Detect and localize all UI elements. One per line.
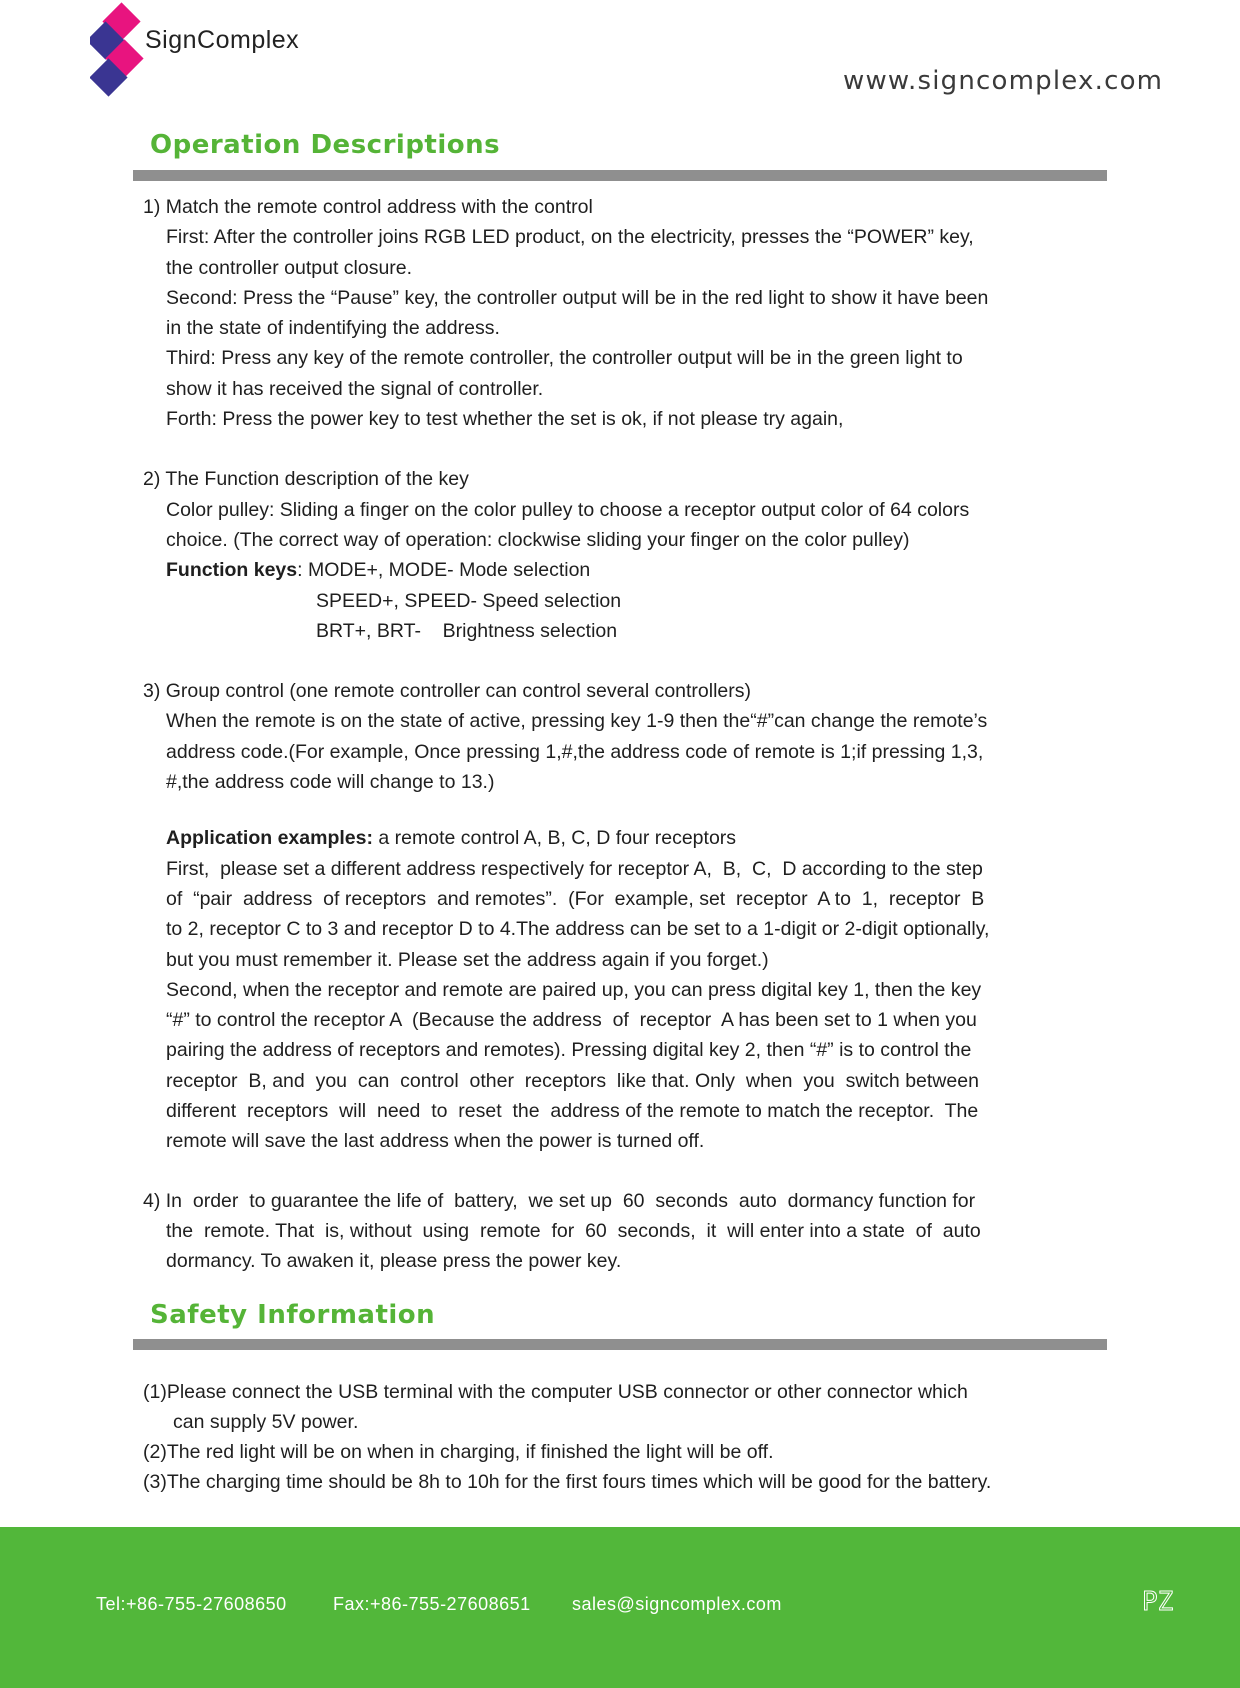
footer-fax: Fax:+86-755-27608651: [333, 1594, 531, 1614]
section-1-heading: 1) Match the remote control address with the control: [143, 196, 593, 218]
paragraph-line: but you must remember it. Please set the address again if you forget.): [166, 948, 769, 971]
website-link[interactable]: www.signcomplex.com: [843, 66, 1164, 96]
function-keys-speed: SPEED+, SPEED- Speed selection: [316, 589, 622, 612]
paragraph-line: pairing the address of receptors and remotes). Pressing digital key 2, then “#” is to control the: [166, 1039, 972, 1062]
function-keys-line: [143, 555, 1133, 585]
footer-tel: Tel:+86-755-27608650: [96, 1594, 287, 1614]
paragraph-line: receptor B, and you can control other receptors like that. Only when you switch between: [166, 1069, 979, 1092]
paragraph-line: First, please set a different address respectively for receptor A, B, C, D according to the step: [166, 857, 983, 880]
page-number: PZ: [1142, 1587, 1174, 1617]
paragraph-line: choice. (The correct way of operation: clockwise sliding your finger on the color pulley): [166, 528, 910, 551]
safety-item: (1)Please connect the USB terminal with the computer USB connector or other connector which: [143, 1381, 968, 1403]
paragraph-line: Forth: Press the power key to test whether the set is ok, if not please try again,: [166, 408, 844, 431]
paragraph-line: remote will save the last address when the power is turned off.: [166, 1130, 705, 1153]
section-4-heading: 4) In order to guarantee the life of battery, we set up 60 seconds auto dormancy function for: [143, 1189, 976, 1212]
footer-bar: [0, 1527, 1240, 1688]
operation-content: [143, 192, 1133, 1277]
function-keys-mode: : MODE+, MODE- Mode selection: [297, 559, 591, 582]
operation-title: Operation Descriptions: [150, 130, 501, 160]
application-examples-label: Application examples:: [166, 827, 373, 850]
paragraph-line: address code.(For example, Once pressing 1,#,the address code of remote is 1;if pressing 1,3,: [166, 740, 984, 763]
paragraph-line: show it has received the signal of controller.: [166, 377, 544, 400]
paragraph-line: Third: Press any key of the remote controller, the controller output will be in the green light to: [166, 347, 963, 370]
brand-name: SignComplex: [145, 26, 300, 54]
safety-content: [143, 1377, 1133, 1497]
paragraph-line: #,the address code will change to 13.): [166, 771, 495, 794]
paragraph-line: Color pulley: Sliding a finger on the color pulley to choose a receptor output color of 64 colors: [166, 498, 970, 521]
section-divider: [133, 170, 1107, 181]
paragraph-line: the controller output closure.: [166, 256, 413, 279]
function-keys-brightness: BRT+, BRT- Brightness selection: [316, 619, 618, 642]
application-examples-text: a remote control A, B, C, D four receptors: [372, 827, 737, 850]
paragraph-line: “#” to control the receptor A (Because the address of receptor A has been set to 1 when you: [166, 1009, 977, 1032]
paragraph-line: the remote. That is, without using remote for 60 seconds, it will enter into a state of auto: [166, 1219, 981, 1242]
paragraph-line: to 2, receptor C to 3 and receptor D to 4.The address can be set to a 1-digit or 2-digit optionally,: [166, 918, 990, 941]
paragraph-line: First: After the controller joins RGB LED product, on the electricity, presses the “POWER” key,: [166, 226, 974, 249]
paragraph-line: When the remote is on the state of active, pressing key 1-9 then the“#”can change the remote’s: [166, 710, 988, 733]
paragraph-line: different receptors will need to reset the address of the remote to match the receptor. The: [166, 1100, 979, 1123]
paragraph-line: Second: Press the “Pause” key, the controller output will be in the red light to show it have been: [166, 286, 989, 309]
safety-item: (3)The charging time should be 8h to 10h for the first fours times which will be good for the battery.: [143, 1471, 992, 1493]
section-3-heading: 3) Group control (one remote controller can control several controllers): [143, 680, 752, 703]
paragraph-line: in the state of indentifying the address.: [166, 317, 500, 340]
section-2-heading: 2) The Function description of the key: [143, 468, 469, 491]
paragraph-line: dormancy. To awaken it, please press the power key.: [166, 1250, 622, 1273]
safety-item: (2)The red light will be on when in charging, if finished the light will be off.: [143, 1441, 774, 1463]
paragraph-line: Second, when the receptor and remote are paired up, you can press digital key 1, then the key: [166, 978, 982, 1001]
footer-email[interactable]: sales@signcomplex.com: [572, 1594, 782, 1614]
section-divider: [133, 1339, 1107, 1350]
safety-item-continued: can supply 5V power.: [173, 1411, 359, 1433]
application-examples-line: [143, 823, 1133, 853]
function-keys-label: Function keys: [166, 559, 298, 582]
paragraph-line: of “pair address of receptors and remotes”. (For example, set receptor A to 1, receptor B: [166, 887, 985, 910]
safety-title: Safety Information: [150, 1300, 436, 1330]
